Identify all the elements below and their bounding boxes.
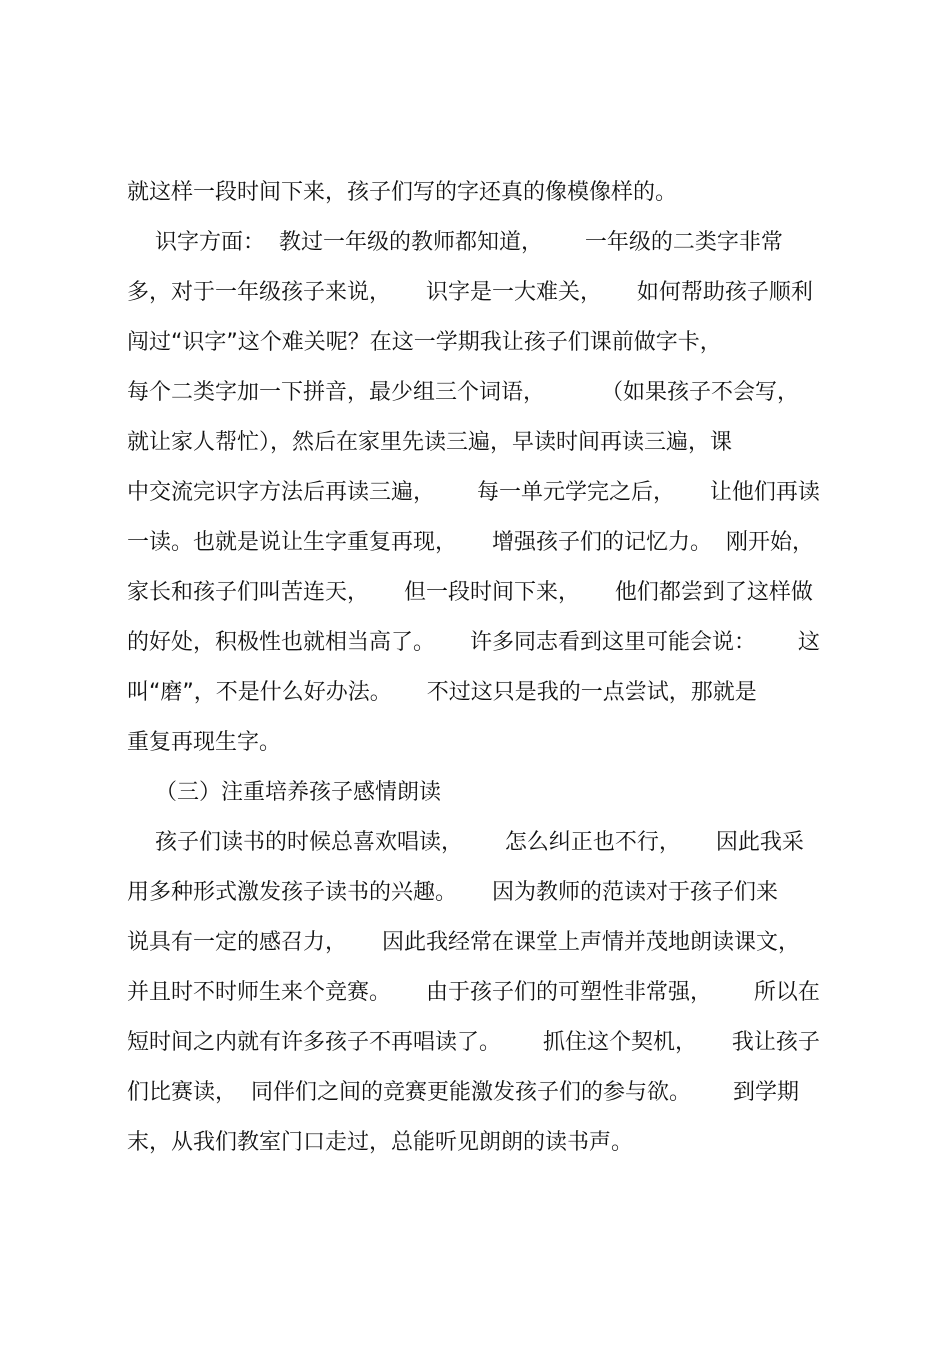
text-line-8: 一读。也就是说让生字重复再现， 增强孩子们的记忆力。 刚开始， [127,530,814,555]
text-line-9: 家长和孩子们叫苦连天， 但一段时间下来， 他们都尝到了这样做 [127,580,813,605]
text-line-2: 识字方面： 教过一年级的教师都知道， 一年级的二类字非常 [127,230,783,255]
text-line-19: 们比赛读， 同伴们之间的竞赛更能激发孩子们的参与欲。 到学期 [127,1080,799,1105]
text-line-16: 说具有一定的感召力， 因此我经常在课堂上声情并茂地朗读课文， [127,930,800,955]
text-line-4: 闯过“识字”这个难关呢？在这一学期我让孩子们课前做字卡， [127,330,722,355]
text-line-6: 就让家人帮忙），然后在家里先读三遍，早读时间再读三遍，课 [127,430,733,455]
text-line-15: 用多种形式激发孩子读书的兴趣。 因为教师的范读对于孩子们来 [127,880,778,905]
text-line-5: 每个二类字加一下拼音，最少组三个词语， （如果孩子不会写， [127,380,799,405]
text-line-17: 并且时不时师生来个竞赛。 由于孩子们的可塑性非常强， 所以在 [127,980,820,1005]
text-line-14: 孩子们读书的时候总喜欢唱读， 怎么纠正也不行， 因此我采 [127,830,804,855]
text-line-7: 中交流完识字方法后再读三遍， 每一单元学完之后， 让他们再读 [127,480,820,505]
text-line-3: 多，对于一年级孩子来说， 识字是一大难关， 如何帮助孩子顺利 [127,280,813,305]
text-line-18: 短时间之内就有许多孩子不再唱读了。 抓住这个契机， 我让孩子 [127,1030,820,1055]
text-line-20: 末，从我们教室门口走过，总能听见朗朗的读书声。 [127,1130,634,1155]
text-line-11: 叫“磨”，不是什么好办法。 不过这只是我的一点尝试，那就是 [127,680,757,705]
text-line-1: 就这样一段时间下来，孩子们写的字还真的像模像样的。 [127,180,678,205]
section-heading: （三）注重培养孩子感情朗读 [127,780,441,805]
text-line-10: 的好处，积极性也就相当高了。 许多同志看到这里可能会说： 这 [127,630,820,655]
text-line-12: 重复再现生字。 [127,730,282,755]
